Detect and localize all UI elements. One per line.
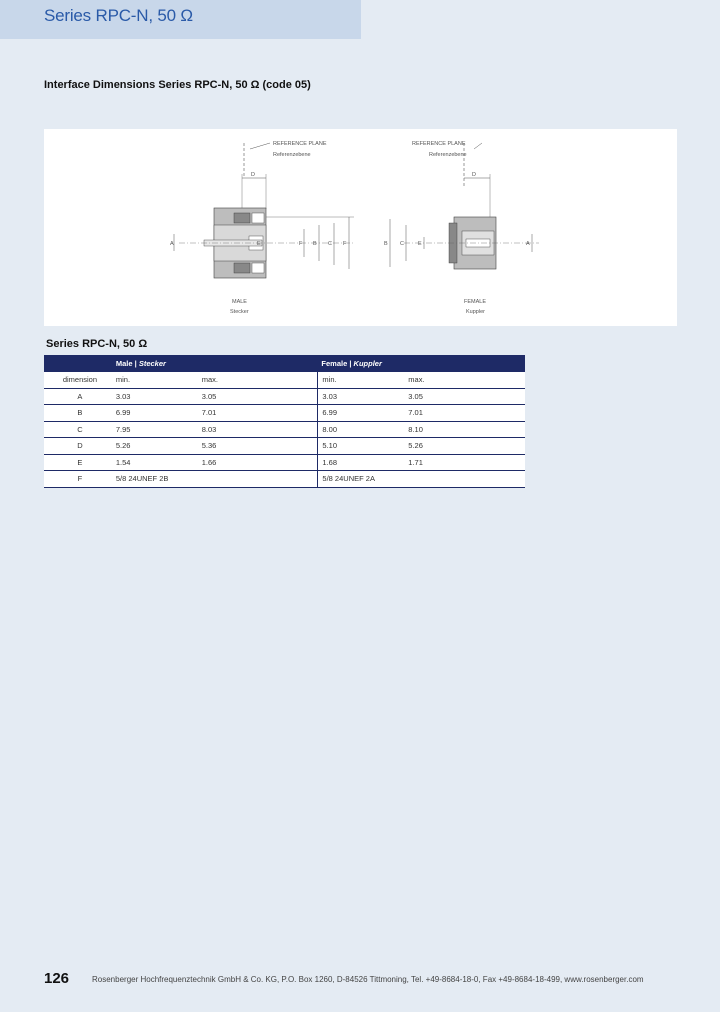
male-dim-a: A [170,241,174,247]
table-row: F 5/8 24UNEF 2B 5/8 24UNEF 2A [44,471,525,488]
page-title: Series RPC-N, 50 Ω [44,6,193,25]
male-dim-d: D [251,172,255,178]
table-row: C 7.95 8.03 8.00 8.10 [44,421,525,438]
male-min-header: min. [116,372,202,388]
table-row: A 3.03 3.05 3.03 3.05 [44,388,525,405]
male-dim-b: B [313,241,317,247]
female-plane-label: REFERENCE PLANE [412,141,466,147]
male-plane-label-de: Referenzebene [273,152,311,158]
male-header: Male | Stecker [116,355,318,372]
male-dim-c: C [328,241,332,247]
female-caption-de: Kuppler [466,309,485,315]
dimension-col-header: dimension [44,372,116,388]
footer-contact: Rosenberger Hochfrequenztechnik GmbH & Co. KG, P.O. Box 1260, D-84526 Tittmoning, Tel. +49-8684-18-0, Fax +49-8684-18-499, www.rosenberger.com [92,975,644,984]
table-subheader-row [44,372,525,388]
female-dim-c: C [400,241,404,247]
female-header: Female | Kuppler [318,355,525,372]
female-min-header: min. [318,372,408,388]
page-number: 126 [44,970,70,987]
interface-diagram [44,129,677,326]
male-max-header: max. [202,372,318,388]
male-caption: MALE [232,299,247,305]
connector-drawing [44,129,677,326]
female-plane-label-de: Referenzebene [429,152,467,158]
table-row: B 6.99 7.01 6.99 7.01 [44,405,525,422]
dimensions-table [44,355,525,488]
table-heading: Series RPC-N, 50 Ω [46,338,148,350]
male-dim-e: E [257,241,261,247]
male-dim-f2: F [343,241,347,247]
section-heading: Interface Dimensions Series RPC-N, 50 Ω (code 05) [44,79,311,91]
male-caption-de: Stecker [230,309,249,315]
female-connector-drawing [384,141,539,315]
female-caption: FEMALE [464,299,487,305]
male-dim-f: F [299,241,303,247]
female-dim-a: A [526,241,530,247]
female-dim-d: D [472,172,476,178]
table-header-row [44,355,525,372]
female-dim-b: B [384,241,388,247]
female-max-header: max. [408,372,525,388]
male-plane-label: REFERENCE PLANE [273,141,327,147]
female-dim-e: E [418,241,422,247]
male-connector-drawing [170,141,354,315]
table-row: D 5.26 5.36 5.10 5.26 [44,438,525,455]
table-row: E 1.54 1.66 1.68 1.71 [44,454,525,471]
